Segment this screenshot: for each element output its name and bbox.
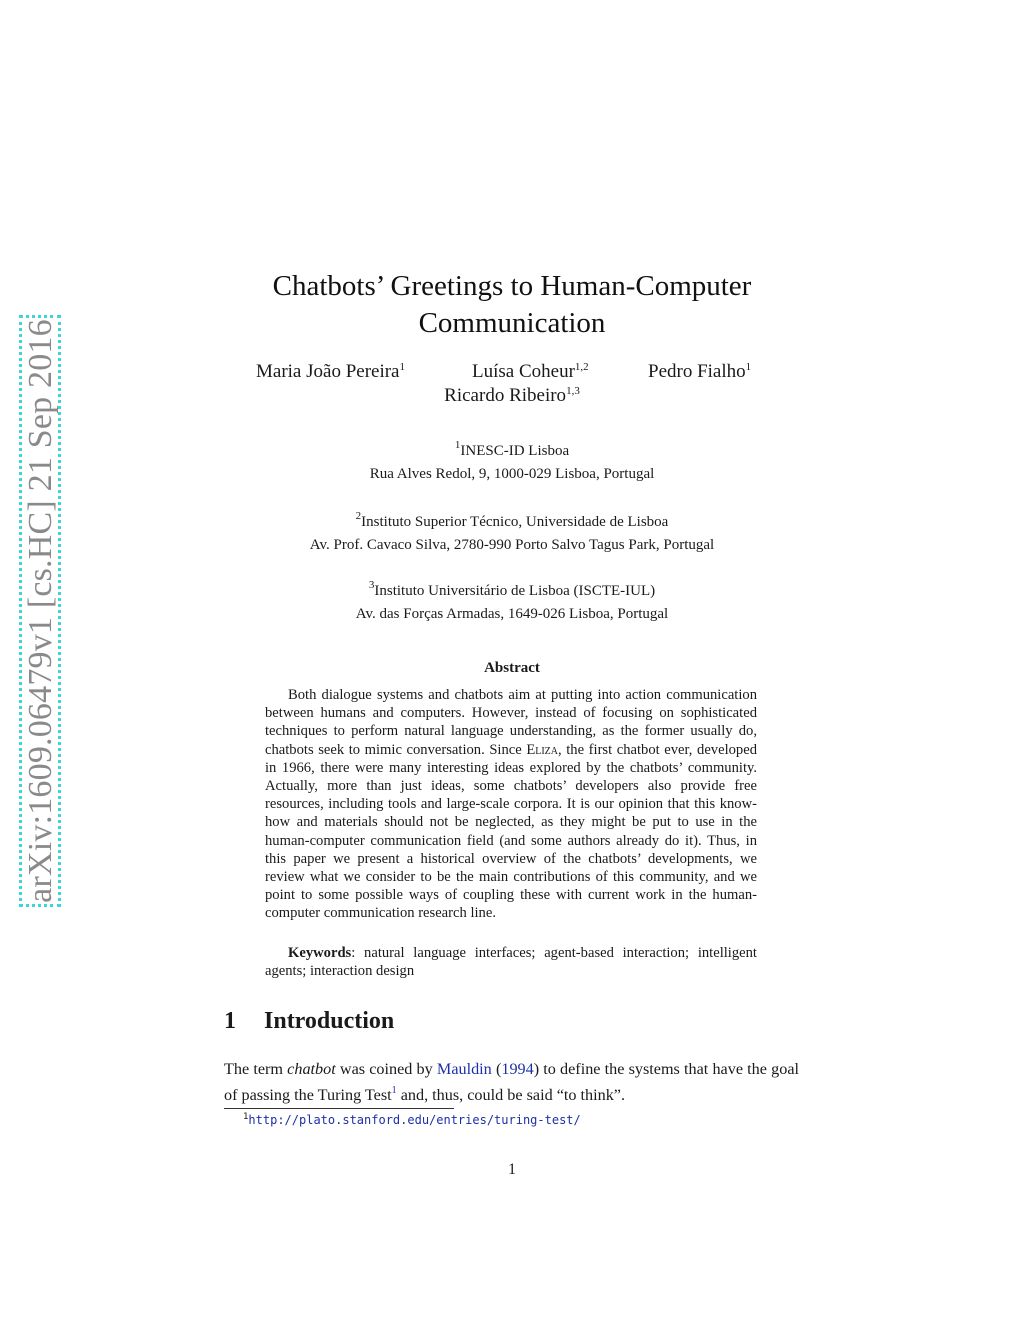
intro-paragraph: The term chatbot was coined by Mauldin (1994) to define the systems that have the goal of passing the Turing Test$^1$ and, thus, could be said “to think”.: [224, 1060, 799, 1104]
footnote-marker-link[interactable]: 1: [391, 1085, 397, 1096]
footnote-url-link[interactable]: http://plato.stanford.edu/entries/turing-test/: [248, 1113, 581, 1127]
footnote: $^1$http://plato.stanford.edu/entries/turing-test/: [243, 1112, 581, 1127]
author-3: Pedro Fialho$^1$: [648, 361, 752, 382]
keywords: Keywords: natural language interfaces; agent-based interaction; intelligent agents; interaction design: [265, 945, 757, 980]
section-number: 1: [224, 1008, 236, 1034]
keywords-label: Keywords: [288, 945, 352, 961]
affiliation-1: $^1$INESC-ID Lisboa Rua Alves Redol, 9, 1000-029 Lisboa, Portugal: [369, 439, 655, 482]
paper-title: [212, 268, 812, 342]
citation-year-link[interactable]: 1994: [501, 1060, 534, 1078]
page-number: 1: [508, 1161, 516, 1178]
section-heading: [224, 1008, 394, 1035]
section-title: Introduction: [264, 1008, 395, 1034]
citation-author-link[interactable]: Mauldin: [436, 1060, 492, 1078]
affiliation-2: $^2$Instituto Superior Técnico, Universidade de Lisboa Av. Prof. Cavaco Silva, 2780-990 Porto Salvo Tagus Park, Portugal: [309, 510, 715, 553]
title-line-2: Communication: [418, 307, 606, 339]
arxiv-identifier[interactable]: arXiv:1609.06479v1 [cs.HC] 21 Sep 2016: [22, 319, 59, 903]
author-1: Maria João Pereira$^1$: [256, 361, 405, 382]
title-line-1: Chatbots’ Greetings to Human-Computer: [272, 270, 752, 302]
abstract-body: Both dialogue systems and chatbots aim at putting into action communication between humans and computers. However, instead of focusing on sophisticated techniques to perform natural language understanding, as the former usually do, chatbots seek to mimic conversation. Since Eliza, the first chatbot ever, developed in 1966, there were many interesting ideas explored by the chatbots’ community. Actually, more than just ideas, some chatbots’ developers also provide free resources, including tools and large-scale corpora. It is our opinion that this know-how and materials should not be neglected, as they might be put to use in the human-computer communication field (and some authors already do it). Thus, in this paper we present a historical overview of the chatbots’ developments, we review what we consider to be the main contributions of this community, and we point to some possible ways of coupling these with current work in the human-computer communication research line.: [265, 687, 757, 922]
footnote-rule: [224, 1108, 454, 1109]
abstract-heading: Abstract: [484, 660, 540, 676]
author-2: Luísa Coheur$^{1,2}$: [472, 361, 589, 382]
affiliation-3: $^3$Instituto Universitário de Lisboa (ISCTE-IUL) Av. das Forças Armadas, 1649-026 Lisboa, Portugal: [355, 579, 669, 622]
eliza-name: Eliza: [526, 741, 559, 758]
author-4: Ricardo Ribeiro$^{1,3}$: [444, 385, 580, 406]
